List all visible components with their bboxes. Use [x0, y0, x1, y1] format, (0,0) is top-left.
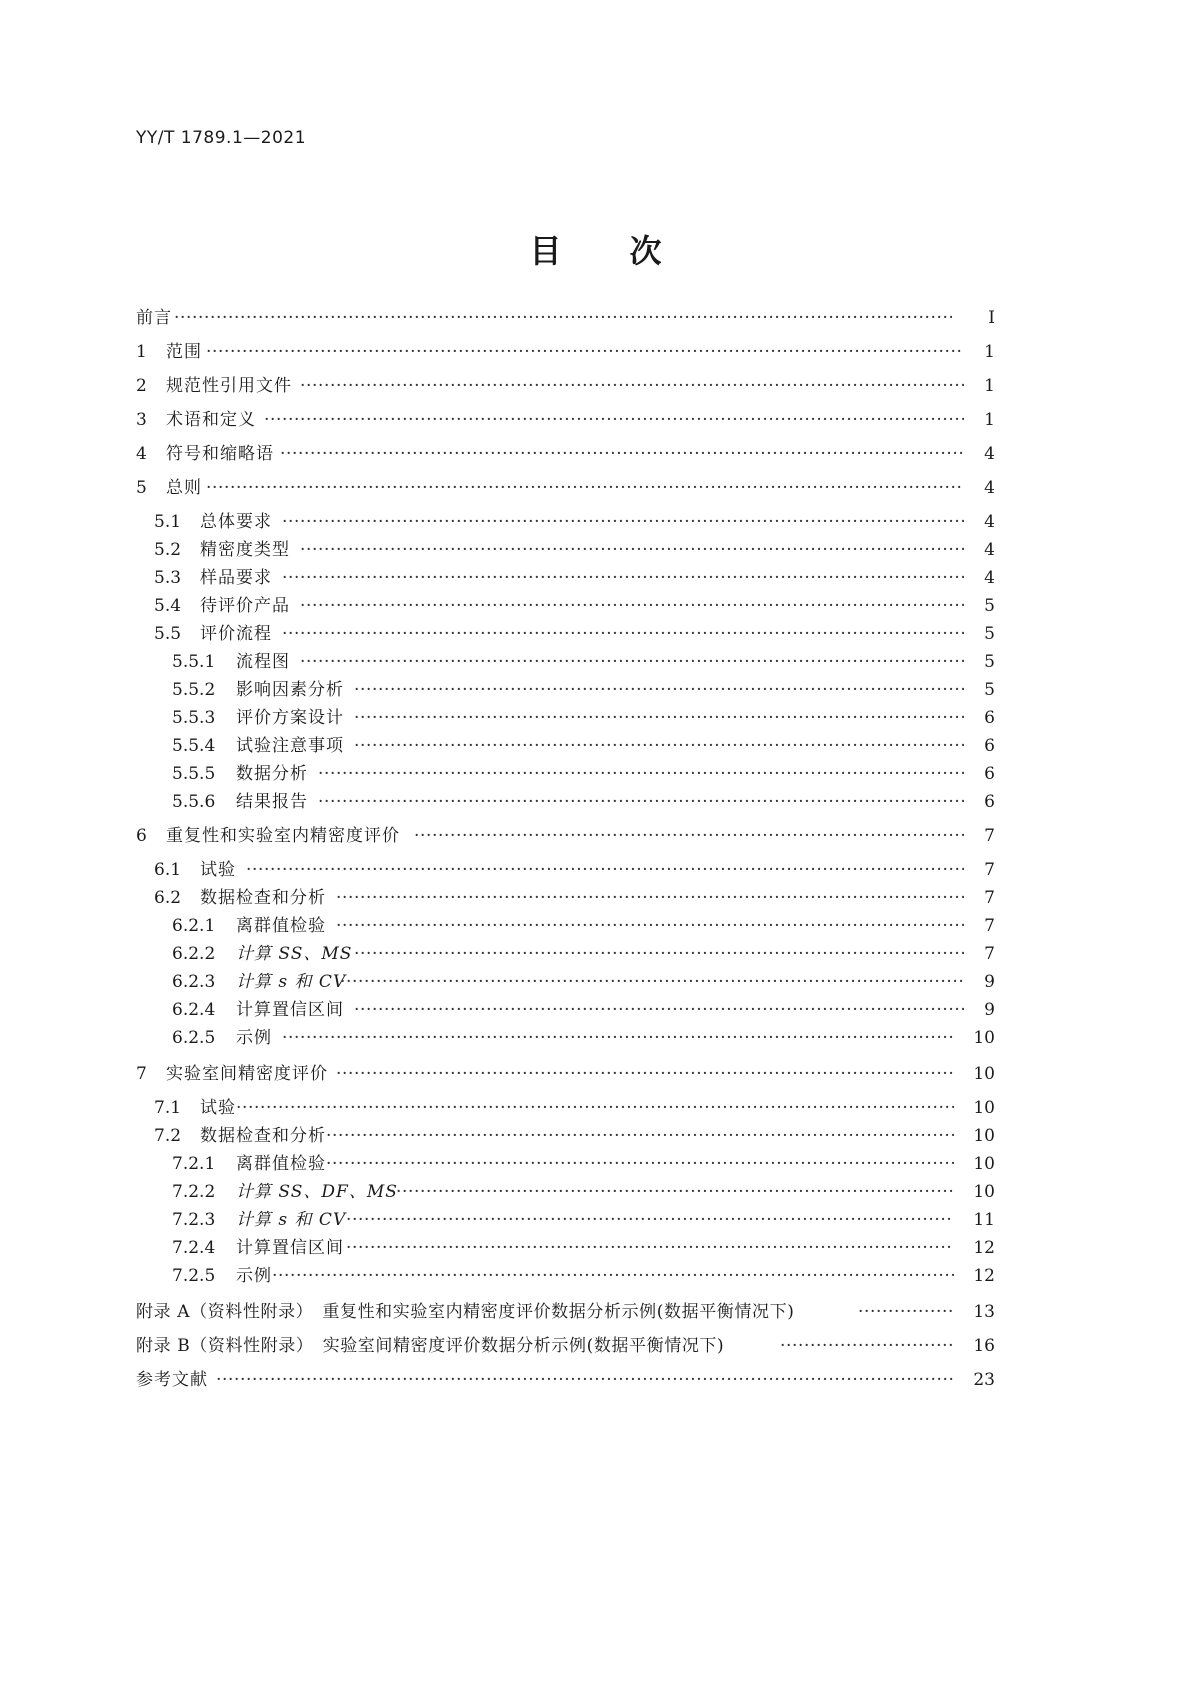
toc-entry[interactable]	[0, 1062, 1191, 1086]
toc-entry-number: 7.2.2	[172, 1182, 216, 1202]
toc-entry-page: 6	[984, 792, 995, 812]
toc-entry-number: 6.2.4	[172, 1000, 216, 1020]
toc-entry-number: 7.2.5	[172, 1266, 216, 1286]
dot-leader	[336, 1062, 954, 1086]
toc-entry-label: 符号和缩略语	[166, 444, 274, 464]
dot-leader	[282, 1026, 954, 1050]
toc-entry-foreword[interactable]	[0, 306, 1191, 330]
dot-leader	[246, 858, 964, 882]
toc-entry[interactable]	[0, 374, 1191, 398]
toc-entry-label: 范围	[166, 342, 202, 362]
toc-entry-number: 7	[136, 1064, 147, 1084]
toc-entry[interactable]	[0, 1124, 1191, 1148]
dot-leader	[354, 678, 964, 702]
toc-entry-label: 流程图	[236, 652, 290, 672]
toc-entry-number: 5.4	[154, 596, 182, 616]
dot-leader	[354, 706, 964, 730]
toc-entry[interactable]	[0, 1152, 1191, 1176]
toc-entry-label: 附录 A（资料性附录） 重复性和实验室内精密度评价数据分析示例(数据平衡情况下)	[136, 1302, 795, 1322]
toc-entry-appendix-b[interactable]	[0, 1334, 1191, 1358]
toc-entry[interactable]	[0, 340, 1191, 364]
toc-entry-number: 2	[136, 376, 147, 396]
toc-entry-number: 5.5.2	[172, 680, 216, 700]
dot-leader	[414, 824, 964, 848]
toc-entry[interactable]	[0, 566, 1191, 590]
dot-leader	[318, 790, 964, 814]
toc-entry-page: 12	[973, 1238, 995, 1258]
toc-entry-page: 11	[973, 1210, 995, 1230]
toc-entry-number: 5.1	[154, 512, 182, 532]
dot-leader	[326, 1152, 954, 1176]
toc-entry-page: 7	[984, 860, 995, 880]
dot-leader	[174, 306, 952, 330]
toc-entry-number: 6.2.3	[172, 972, 216, 992]
toc-entry-page: 5	[984, 652, 995, 672]
toc-entry-label: 示例	[236, 1028, 272, 1048]
toc-entry-references[interactable]	[0, 1368, 1191, 1392]
toc-entry-number: 7.1	[154, 1098, 182, 1118]
toc-entry-page: Ⅰ	[988, 308, 995, 328]
dot-leader	[346, 1236, 954, 1260]
toc-entry-page: 10	[973, 1064, 995, 1084]
toc-entry[interactable]	[0, 1236, 1191, 1260]
dot-leader	[390, 1180, 954, 1204]
toc-entry-page: 10	[973, 1182, 995, 1202]
toc-entry-page: 1	[984, 410, 995, 430]
toc-entry-page: 10	[973, 1154, 995, 1174]
title-char-2: 次	[629, 232, 662, 270]
toc-entry-label: 计算 SS、MS	[236, 944, 353, 964]
toc-entry-page: 12	[973, 1266, 995, 1286]
toc-entry[interactable]	[0, 442, 1191, 466]
dot-leader	[780, 1334, 954, 1358]
toc-entry[interactable]	[0, 858, 1191, 882]
toc-entry-page: 10	[973, 1098, 995, 1118]
toc-entry[interactable]	[0, 706, 1191, 730]
toc-entry-label: 计算置信区间	[236, 1238, 344, 1258]
toc-entry-label: 样品要求	[200, 568, 272, 588]
toc-entry-label: 重复性和实验室内精密度评价	[166, 826, 400, 846]
toc-entry-number: 5.3	[154, 568, 182, 588]
dot-leader	[272, 1264, 954, 1288]
dot-leader	[282, 566, 964, 590]
toc-entry-label: 总则	[166, 478, 202, 498]
toc-entry-label: 计算置信区间	[236, 1000, 344, 1020]
toc-entry-label: 待评价产品	[200, 596, 290, 616]
toc-entry[interactable]	[0, 538, 1191, 562]
dot-leader	[280, 442, 964, 466]
dot-leader	[300, 538, 964, 562]
dot-leader	[354, 942, 964, 966]
toc-entry-page: 10	[973, 1028, 995, 1048]
toc-entry-label: 离群值检验	[236, 1154, 326, 1174]
dot-leader	[300, 650, 964, 674]
toc-entry[interactable]	[0, 622, 1191, 646]
dot-leader	[206, 340, 964, 364]
toc-entry-label: 数据检查和分析	[200, 1126, 326, 1146]
toc-entry-page: 9	[984, 972, 995, 992]
toc-entry-number: 1	[136, 342, 147, 362]
dot-leader	[354, 998, 964, 1022]
toc-entry-number: 5.2	[154, 540, 182, 560]
toc-entry-page: 7	[984, 888, 995, 908]
toc-entry-number: 6.2	[154, 888, 182, 908]
toc-entry-page: 13	[973, 1302, 995, 1322]
dot-leader	[216, 1368, 954, 1392]
title-char-1: 目	[529, 232, 562, 270]
toc-entry[interactable]	[0, 1208, 1191, 1232]
toc-entry-number: 5.5.5	[172, 764, 216, 784]
toc-entry[interactable]	[0, 1180, 1191, 1204]
dot-leader	[346, 1208, 954, 1232]
dot-leader	[318, 762, 964, 786]
toc-entry-label: 计算 s 和 CV	[236, 972, 347, 992]
toc-entry-label: 参考文献	[136, 1370, 208, 1390]
toc-entry-label: 试验	[200, 860, 236, 880]
toc-entry-label: 结果报告	[236, 792, 308, 812]
toc-entry-label: 试验注意事项	[236, 736, 344, 756]
toc-entry-label: 离群值检验	[236, 916, 326, 936]
toc-entry-number: 5.5.6	[172, 792, 216, 812]
toc-entry[interactable]	[0, 650, 1191, 674]
toc-entry-label: 数据分析	[236, 764, 308, 784]
dot-leader	[340, 970, 964, 994]
toc-entry[interactable]	[0, 762, 1191, 786]
toc-entry[interactable]	[0, 790, 1191, 814]
toc-entry-label: 总体要求	[200, 512, 272, 532]
toc-entry-page: 7	[984, 944, 995, 964]
toc-entry-label: 试验	[200, 1098, 236, 1118]
dot-leader	[300, 594, 964, 618]
toc-entry-label: 精密度类型	[200, 540, 290, 560]
dot-leader	[336, 886, 964, 910]
toc-entry-number: 5	[136, 478, 147, 498]
toc-entry-page: 6	[984, 708, 995, 728]
document-code: YY/T 1789.1—2021	[136, 128, 307, 148]
toc-entry-page: 5	[984, 624, 995, 644]
toc-entry-number: 7.2	[154, 1126, 182, 1146]
toc-entry-label: 数据检查和分析	[200, 888, 326, 908]
toc-entry-number: 6.1	[154, 860, 182, 880]
toc-entry-number: 6	[136, 826, 147, 846]
toc-entry-page: 6	[984, 764, 995, 784]
toc-entry-number: 7.2.3	[172, 1210, 216, 1230]
toc-entry-number: 6.2.1	[172, 916, 216, 936]
toc-entry[interactable]	[0, 1096, 1191, 1120]
toc-entry-page: 23	[973, 1370, 995, 1390]
dot-leader	[326, 1124, 954, 1148]
toc-entry-page: 5	[984, 680, 995, 700]
toc-entry[interactable]	[0, 886, 1191, 910]
toc-entry-number: 5.5	[154, 624, 182, 644]
toc-entry[interactable]	[0, 998, 1191, 1022]
dot-leader	[282, 622, 964, 646]
toc-entry-label: 术语和定义	[166, 410, 256, 430]
dot-leader	[300, 374, 964, 398]
toc-entry-label: 评价流程	[200, 624, 272, 644]
toc-entry-page: 9	[984, 1000, 995, 1020]
toc-entry[interactable]	[0, 594, 1191, 618]
toc-entry-number: 7.2.4	[172, 1238, 216, 1258]
toc-entry-page: 1	[984, 342, 995, 362]
dot-leader	[336, 914, 964, 938]
toc-entry[interactable]	[0, 824, 1191, 848]
toc-entry-page: 1	[984, 376, 995, 396]
toc-entry[interactable]	[0, 408, 1191, 432]
toc-entry[interactable]	[0, 1026, 1191, 1050]
toc-entry-page: 5	[984, 596, 995, 616]
toc-entry-label: 计算 SS、DF、MS	[236, 1182, 398, 1202]
toc-entry[interactable]	[0, 942, 1191, 966]
toc-entry-number: 7.2.1	[172, 1154, 216, 1174]
page-title	[0, 226, 1191, 272]
toc-entry-number: 6.2.5	[172, 1028, 216, 1048]
toc-entry[interactable]	[0, 734, 1191, 758]
toc-entry-page: 4	[984, 444, 995, 464]
dot-leader	[858, 1300, 954, 1324]
toc-entry-number: 5.5.3	[172, 708, 216, 728]
toc-entry-page: 4	[984, 512, 995, 532]
toc-entry-label: 计算 s 和 CV	[236, 1210, 347, 1230]
toc-entry-label: 规范性引用文件	[166, 376, 292, 396]
toc-entry-number: 5.5.4	[172, 736, 216, 756]
toc-entry-page: 7	[984, 916, 995, 936]
toc-entry-page: 6	[984, 736, 995, 756]
toc-entry[interactable]	[0, 1264, 1191, 1288]
toc-entry[interactable]	[0, 510, 1191, 534]
toc-entry[interactable]	[0, 476, 1191, 500]
toc-entry[interactable]	[0, 970, 1191, 994]
toc-entry-number: 3	[136, 410, 147, 430]
toc-entry-label: 影响因素分析	[236, 680, 344, 700]
toc-entry-number: 5.5.1	[172, 652, 216, 672]
toc-entry-label: 实验室间精密度评价	[166, 1064, 328, 1084]
dot-leader	[206, 476, 964, 500]
toc-entry[interactable]	[0, 914, 1191, 938]
dot-leader	[264, 408, 964, 432]
toc-entry-label: 示例	[236, 1266, 272, 1286]
toc-entry-appendix-a[interactable]	[0, 1300, 1191, 1324]
dot-leader	[354, 734, 964, 758]
dot-leader	[282, 510, 964, 534]
toc-entry-number: 4	[136, 444, 147, 464]
toc-entry-page: 10	[973, 1126, 995, 1146]
toc-entry-page: 4	[984, 568, 995, 588]
toc-entry-page: 16	[973, 1336, 995, 1356]
toc-entry-label: 评价方案设计	[236, 708, 344, 728]
toc-entry-number: 6.2.2	[172, 944, 216, 964]
toc-entry-label: 附录 B（资料性附录） 实验室间精密度评价数据分析示例(数据平衡情况下)	[136, 1336, 725, 1356]
toc-entry-label: 前言	[136, 308, 172, 328]
toc-entry-page: 7	[984, 826, 995, 846]
toc-entry[interactable]	[0, 678, 1191, 702]
toc-entry-page: 4	[984, 540, 995, 560]
toc-entry-page: 4	[984, 478, 995, 498]
dot-leader	[236, 1096, 954, 1120]
